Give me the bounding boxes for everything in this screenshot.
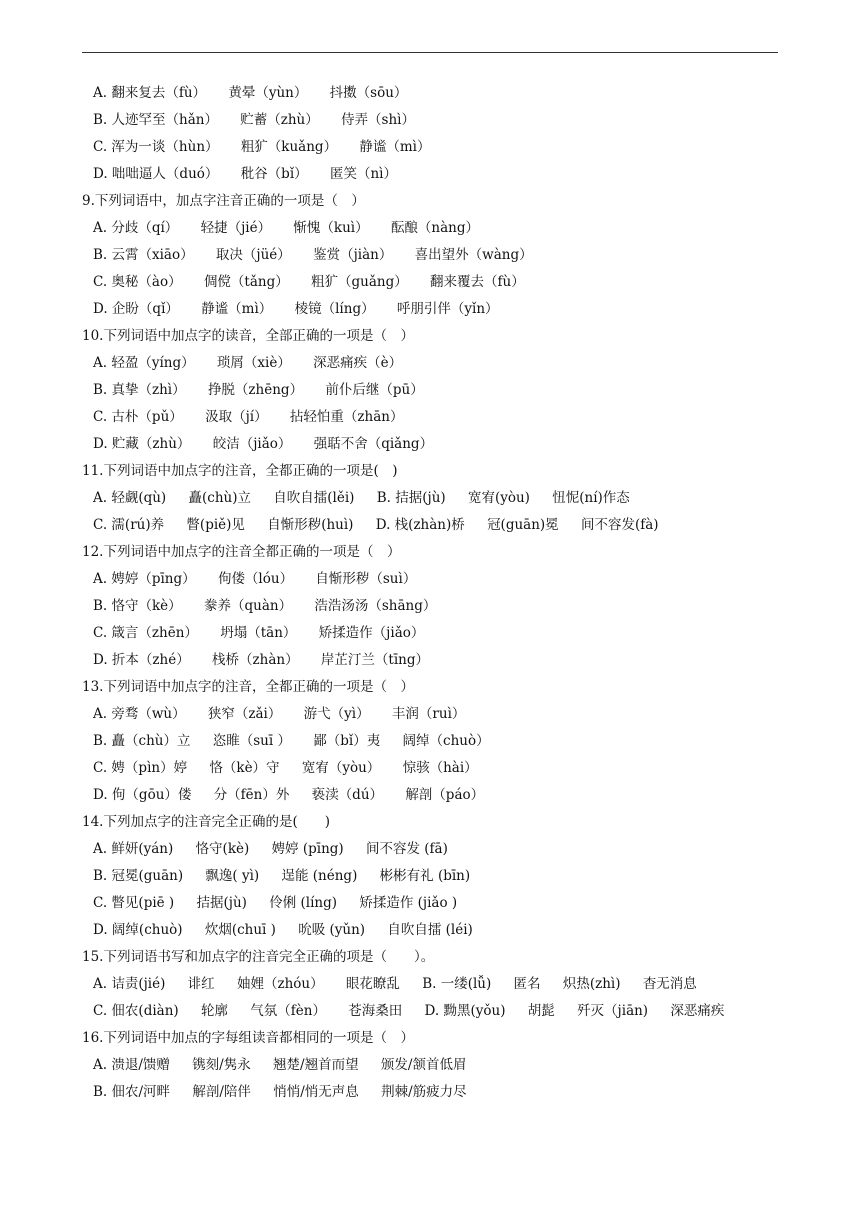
option-term: 酝酿（nàng） <box>390 220 479 236</box>
option-term: B. 矗（chù）立 <box>93 733 191 749</box>
option-term: 悄悄/悄无声息 <box>273 1084 359 1100</box>
option-term: 粗犷（kuǎng） <box>240 139 338 155</box>
q13-option-c[interactable] <box>82 755 782 782</box>
option-term: 眼花瞭乱 <box>345 976 400 992</box>
option-term: 丰润（ruì） <box>391 706 466 722</box>
option-term: 豢养（quàn） <box>203 598 293 614</box>
option-term: 秕谷（bǐ） <box>240 166 308 182</box>
option-term: 坍塌（tān） <box>220 625 297 641</box>
option-term: C. 瞥见(piē ) <box>93 895 175 911</box>
question-14 <box>82 809 782 944</box>
option-term: 逞能 (néng) <box>281 868 358 884</box>
option-term: B. 真挚（zhì） <box>93 382 186 398</box>
q8-option-c[interactable] <box>82 134 782 161</box>
option-term: 岸芷汀兰（tīng） <box>320 652 429 668</box>
option-term: A. 溃退/馈赠 <box>93 1057 170 1073</box>
option-term: C. 奥秘（ào） <box>93 274 182 290</box>
q15-options-a-b[interactable] <box>82 971 782 998</box>
option-term: 自惭形秽(huì) <box>267 517 354 533</box>
q13-option-a[interactable] <box>82 701 782 728</box>
option-term: D. 贮藏（zhù） <box>93 436 191 452</box>
option-term: 颁发/颔首低眉 <box>380 1057 467 1073</box>
option-term: 炊烟(chuī ) <box>204 922 276 938</box>
option-term: C. 濡(rú)养 <box>93 517 165 533</box>
option-term: 歼灭（jiān) <box>577 1003 649 1019</box>
question-stem: 12.下列词语中加点字的注音全都正确的一项是（ ） <box>82 544 401 560</box>
q12-option-c[interactable] <box>82 620 782 647</box>
question-15 <box>82 944 782 1025</box>
option-term: 自惭形秽（suì） <box>315 571 417 587</box>
option-term: 匿名 <box>513 976 541 992</box>
option-term: 解剖（páo） <box>405 787 485 803</box>
option-term: 呼朋引伴（yǐn） <box>396 301 499 317</box>
option-term: 贮蓄（zhù） <box>240 112 319 128</box>
q15-options-c-d[interactable] <box>82 998 782 1025</box>
option-term: 静谧（mì） <box>201 301 273 317</box>
option-term: 自吹自擂 (léi) <box>387 922 473 938</box>
option-term: 黄晕（yùn） <box>228 85 308 101</box>
q11-options-a-b[interactable] <box>82 485 782 512</box>
option-term: B. 云霄（xiāo） <box>93 247 194 263</box>
option-term: 飘逸( yì) <box>205 868 260 884</box>
q13-option-d[interactable] <box>82 782 782 809</box>
option-term: 翻来覆去（fù） <box>430 274 525 290</box>
option-term: 恪（kè）守 <box>209 760 280 776</box>
option-term: A. 鲜妍(yán) <box>93 841 174 857</box>
option-term: 忸怩(ní)作态 <box>552 490 630 506</box>
option-term: 苍海桑田 <box>348 1003 403 1019</box>
q14-option-d[interactable] <box>82 917 782 944</box>
q10-option-c[interactable] <box>82 404 782 431</box>
option-term: B. 佃农/河畔 <box>93 1084 171 1100</box>
option-term: 棱镜（líng） <box>294 301 375 317</box>
option-term: 匿笑（nì） <box>329 166 397 182</box>
q12-option-b[interactable] <box>82 593 782 620</box>
question-list <box>82 80 782 1106</box>
option-term: 前仆后继（pū） <box>325 382 424 398</box>
option-term: 拮据(jù) <box>196 895 247 911</box>
option-term: C. 娉（pìn）婷 <box>93 760 188 776</box>
question-stem: 16.下列词语中加点的字每组读音都相同的一项是（ ） <box>82 1030 414 1046</box>
option-term: 挣脱（zhēng） <box>207 382 304 398</box>
q9-option-b[interactable] <box>82 242 782 269</box>
option-term: 自吹自擂(lěi) <box>273 490 355 506</box>
option-term: 翘楚/翘首而望 <box>273 1057 359 1073</box>
q10-option-a[interactable] <box>82 350 782 377</box>
option-term: 镌刻/隽永 <box>192 1057 251 1073</box>
option-term: B. 拮据(jù) <box>376 490 446 506</box>
option-term: 琐屑（xiè） <box>216 355 291 371</box>
q14-option-b[interactable] <box>82 863 782 890</box>
option-term: 间不容发(fà) <box>580 517 659 533</box>
option-term: A. 翻来复去（fù） <box>93 85 207 101</box>
option-term: B. 一缕(lǚ) <box>422 976 492 992</box>
option-term: 伶俐 (líng) <box>269 895 338 911</box>
option-term: C. 佃农(diàn) <box>93 1003 179 1019</box>
question-stem: 13.下列词语中加点字的注音，全都正确的一项是（ ） <box>82 679 414 695</box>
option-term: 分（fēn）外 <box>213 787 290 803</box>
question-9 <box>82 188 782 323</box>
option-term: B. 冠冕(guān) <box>93 868 184 884</box>
q11-options-c-d[interactable] <box>82 512 782 539</box>
q14-option-a[interactable] <box>82 836 782 863</box>
option-term: 深恶痛疾 <box>670 1003 725 1019</box>
q9-option-a[interactable] <box>82 215 782 242</box>
question-12 <box>82 539 782 674</box>
option-term: D. 折本（zhé） <box>93 652 190 668</box>
option-term: 汲取（jí） <box>205 409 268 425</box>
question-13 <box>82 674 782 809</box>
question-11 <box>82 458 782 539</box>
option-term: A. 分歧（qí） <box>93 220 179 236</box>
option-term: 间不容发 (fā) <box>365 841 448 857</box>
option-term: A. 诘责(jié) <box>93 976 166 992</box>
option-term: C. 浑为一谈（hùn） <box>93 139 219 155</box>
option-term: 瞥(piě)见 <box>186 517 245 533</box>
option-term: 深恶痛疾（è） <box>313 355 403 371</box>
option-term: 亵渎（dú） <box>311 787 384 803</box>
option-term: 吮吸 (yǔn) <box>298 922 366 938</box>
q9-option-d[interactable] <box>82 296 782 323</box>
question-10 <box>82 323 782 458</box>
q9-option-c[interactable] <box>82 269 782 296</box>
option-term: 拈轻怕重（zhān） <box>289 409 404 425</box>
question-stem: 10.下列词语中加点字的读音，全部正确的一项是（ ） <box>82 328 414 344</box>
option-term: 喜出望外（wàng） <box>414 247 533 263</box>
option-term: 鄙（bǐ）夷 <box>313 733 381 749</box>
option-term: 冠(guān)冕 <box>487 517 559 533</box>
option-term: 静谧（mì） <box>359 139 431 155</box>
option-term: 气氛（fèn） <box>250 1003 326 1019</box>
option-term: D. 佝（gōu）偻 <box>93 787 192 803</box>
option-term: 恣睢（suī ） <box>212 733 291 749</box>
option-term: 杳无消息 <box>642 976 697 992</box>
option-term: 佝偻（lóu） <box>217 571 294 587</box>
option-term: 狭窄（zǎi） <box>207 706 282 722</box>
option-term: 栈桥（zhàn） <box>212 652 299 668</box>
question-stem: 15.下列词语书写和加点字的注音完全正确的项是（ ）。 <box>82 949 435 965</box>
option-term: 宽宥（yòu） <box>301 760 381 776</box>
option-term: 彬彬有礼 (bīn) <box>379 868 471 884</box>
option-term: D. 咄咄逼人（duó） <box>93 166 219 182</box>
option-term: 轻捷（jié） <box>200 220 272 236</box>
q8-option-a[interactable] <box>82 80 782 107</box>
option-term: 轮廓 <box>200 1003 228 1019</box>
question-stem: 14.下列加点字的注音完全正确的是( ) <box>82 814 331 830</box>
option-term: 阔绰（chuò） <box>402 733 490 749</box>
q10-option-b[interactable] <box>82 377 782 404</box>
option-term: A. 轻盈（yíng） <box>93 355 195 371</box>
option-term: B. 恪守（kè） <box>93 598 182 614</box>
q10-option-d[interactable] <box>82 431 782 458</box>
question-16 <box>82 1025 782 1106</box>
question-stem: 11.下列词语中加点字的注音，全都正确的一项是( ) <box>82 463 398 479</box>
question-8-options <box>82 80 782 188</box>
option-term: 诽红 <box>187 976 215 992</box>
option-term: D. 企盼（qǐ） <box>93 301 179 317</box>
option-term: B. 人迹罕至（hǎn） <box>93 112 218 128</box>
option-term: 倜傥（tǎng） <box>203 274 289 290</box>
q16-option-a[interactable] <box>82 1052 782 1079</box>
option-term: 粗犷（guǎng） <box>311 274 408 290</box>
option-term: 矗(chù)立 <box>188 490 251 506</box>
option-term: 解剖/陪伴 <box>192 1084 251 1100</box>
q8-option-b[interactable] <box>82 107 782 134</box>
option-term: 胡髭 <box>527 1003 555 1019</box>
option-term: C. 箴言（zhēn） <box>93 625 198 641</box>
option-term: 惊骇（hài） <box>402 760 478 776</box>
option-term: 宽宥(yòu) <box>467 490 530 506</box>
option-term: C. 古朴（pǔ） <box>93 409 183 425</box>
option-term: 妯娌（zhóu） <box>236 976 324 992</box>
option-term: D. 阔绰(chuò) <box>93 922 183 938</box>
q12-option-a[interactable] <box>82 566 782 593</box>
option-term: D. 黝黑(yǒu) <box>424 1003 506 1019</box>
option-term: 矫揉造作（jiǎo） <box>318 625 425 641</box>
header-rule <box>82 52 778 53</box>
option-term: A. 旁骛（wù） <box>93 706 186 722</box>
option-term: 抖擞（sōu） <box>329 85 408 101</box>
option-term: 炽热(zhì) <box>562 976 621 992</box>
q14-option-c[interactable] <box>82 890 782 917</box>
option-term: 恪守(kè) <box>195 841 250 857</box>
q16-option-b[interactable] <box>82 1079 782 1106</box>
question-stem: 9.下列词语中，加点字注音正确的一项是（ ） <box>82 193 365 209</box>
option-term: 取决（jüé） <box>215 247 291 263</box>
q12-option-d[interactable] <box>82 647 782 674</box>
option-term: 鉴赏（jiàn） <box>313 247 393 263</box>
option-term: 矫揉造作 (jiǎo ) <box>359 895 458 911</box>
option-term: 游弋（yì） <box>303 706 370 722</box>
option-term: 荆棘/筋疲力尽 <box>381 1084 467 1100</box>
option-term: 惭愧（kuì） <box>293 220 369 236</box>
option-term: 侍弄（shì） <box>341 112 416 128</box>
option-term: D. 栈(zhàn)桥 <box>375 517 465 533</box>
q13-option-b[interactable] <box>82 728 782 755</box>
option-term: A. 轻觑(qù) <box>93 490 167 506</box>
option-term: 浩浩汤汤（shāng） <box>314 598 437 614</box>
option-term: 皎洁（jiǎo） <box>212 436 292 452</box>
option-term: 娉婷 (pīng) <box>271 841 344 857</box>
option-term: 强聒不舍（qiǎng） <box>313 436 434 452</box>
option-term: A. 娉婷（pīng） <box>93 571 196 587</box>
q8-option-d[interactable] <box>82 161 782 188</box>
